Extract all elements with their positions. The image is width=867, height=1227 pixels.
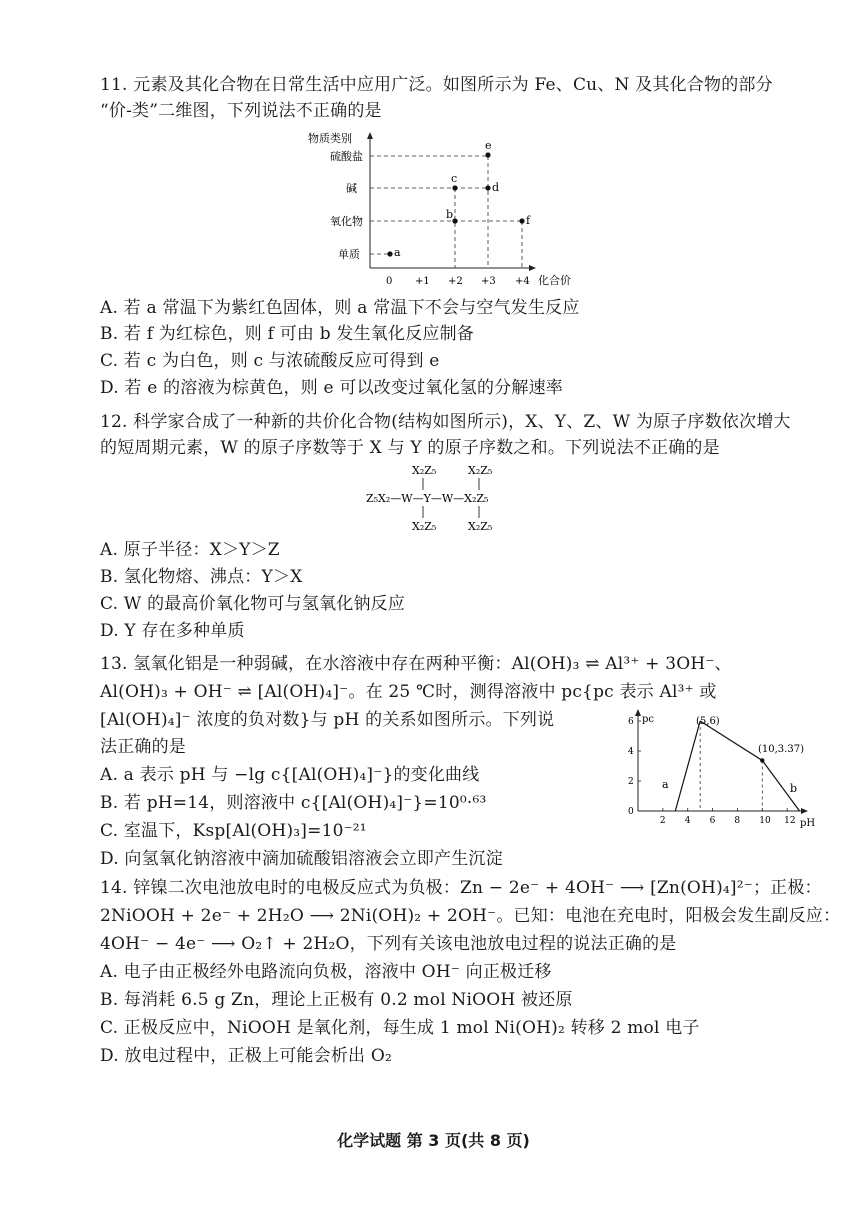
q11-option-b: B. 若 f 为红棕色，则 f 可由 b 发生氧化反应制备 <box>100 324 474 344</box>
pc-xtick-label-10: 10 <box>759 816 771 826</box>
q13-stem-line4: 法正确的是 <box>100 737 186 757</box>
struct-top-left: X₂Z₅ <box>412 464 437 477</box>
q13-option-b: B. 若 pH=14，则溶液中 c{[Al(OH)₄]⁻}=10⁰·⁶³ <box>100 793 487 813</box>
label-a: a <box>394 246 401 259</box>
pc-series-a <box>675 721 700 811</box>
pc-ytick-label-6: 6 <box>628 717 634 727</box>
point-d <box>485 185 490 190</box>
q14-stem-line1: 14. 锌镍二次电池放电时的电极反应式为负极：Zn − 2e⁻ + 4OH⁻ ⟶ [Zn(OH)₄]²⁻；正极： <box>100 878 822 898</box>
q14-option-a: A. 电子由正极经外电路流向负极，溶液中 OH⁻ 向正极迁移 <box>100 962 552 982</box>
pc-ytick-label-0: 0 <box>628 807 634 817</box>
point-f <box>519 218 524 223</box>
xlabel-2: +2 <box>448 276 463 287</box>
chart11-ytitle: 物质类别 <box>308 132 352 145</box>
q14-stem-line3: 4OH⁻ − 4e⁻ ⟶ O₂↑ + 2H₂O，下列有关该电池放电过程的说法正确的是 <box>100 934 677 954</box>
pc-xtick-label-12: 12 <box>784 816 796 826</box>
xlabel-1: +1 <box>415 276 430 287</box>
q13-option-a: A. a 表示 pH 与 −lg c{[Al(OH)₄]⁻}的变化曲线 <box>100 765 480 785</box>
label-c: c <box>451 172 458 185</box>
q14-option-c: C. 正极反应中，NiOOH 是氧化剂，每生成 1 mol Ni(OH)₂ 转移 2 mol 电子 <box>100 1018 700 1038</box>
pc-ytick-label-4: 4 <box>628 747 634 757</box>
xlabel-0: 0 <box>386 276 393 287</box>
q11-option-d: D. 若 e 的溶液为棕黄色，则 e 可以改变过氧化氢的分解速率 <box>100 378 563 398</box>
q11-valence-class-chart <box>300 128 590 290</box>
label-f: f <box>526 214 531 227</box>
point-a <box>387 251 392 256</box>
chart11-ylabel-sulfate: 硫酸盐 <box>330 150 363 163</box>
q13-pc-ph-chart <box>618 706 828 830</box>
q11-option-a: A. 若 a 常温下为紫红色固体，则 a 常温下不会与空气发生反应 <box>100 298 580 318</box>
pc-annotation-5-6: (5,6) <box>696 716 720 727</box>
q12-stem-line2: 的短周期元素，W 的原子序数等于 X 与 Y 的原子序数之和。下列说法不正确的是 <box>100 438 720 458</box>
point-e <box>485 152 490 157</box>
pc-xtick-label-4: 4 <box>684 816 691 826</box>
q11-option-c: C. 若 c 为白色，则 c 与浓硫酸反应可得到 e <box>100 351 440 371</box>
pc-point-10-337 <box>760 758 764 762</box>
pc-xtick-label-8: 8 <box>734 816 741 826</box>
q12-option-d: D. Y 存在多种单质 <box>100 621 245 641</box>
q14-option-d: D. 放电过程中，正极上可能会析出 O₂ <box>100 1046 392 1066</box>
chart11-ylabel-element: 单质 <box>338 248 360 261</box>
pc-series-label-b: b <box>790 782 798 795</box>
pc-xtick-label-6: 6 <box>709 816 716 826</box>
q12-option-b: B. 氢化物熔、沸点：Y＞X <box>100 567 303 587</box>
pc-ylabel: pc <box>642 714 655 725</box>
pc-ytick-label-2: 2 <box>628 777 634 787</box>
struct-bottom-left: X₂Z₅ <box>412 520 437 533</box>
q14-option-b: B. 每消耗 6.5 g Zn，理论上正极有 0.2 mol NiOOH 被还原 <box>100 990 573 1010</box>
chart11-ylabel-base: 碱 <box>346 182 357 195</box>
pc-series-label-a: a <box>662 778 669 791</box>
pc-axes <box>635 709 808 814</box>
q13-option-c: C. 室温下，Ksp[Al(OH)₃]=10⁻²¹ <box>100 821 367 841</box>
pc-xlabel: pH <box>800 818 816 829</box>
pc-xtick-label-2: 2 <box>659 816 666 826</box>
page-footer: 化学试题 第 3 页(共 8 页) <box>337 1131 530 1150</box>
point-b <box>452 218 457 223</box>
chart11-ylabel-oxide: 氧化物 <box>330 215 363 228</box>
q13-stem-line2: Al(OH)₃ + OH⁻ ⇌ [Al(OH)₄]⁻。在 25 ℃时，测得溶液中 pc{pc 表示 Al³⁺ 或 <box>100 682 717 702</box>
q11-stem-line2: “价-类”二维图，下列说法不正确的是 <box>100 101 382 121</box>
q13-stem-line3: [Al(OH)₄]⁻ 浓度的负对数}与 pH 的关系如图所示。下列说 <box>100 710 555 730</box>
struct-bottom-right: X₂Z₅ <box>468 520 493 533</box>
label-d: d <box>492 181 500 194</box>
q13-option-d: D. 向氢氧化钠溶液中滴加硫酸铝溶液会立即产生沉淀 <box>100 849 503 869</box>
q12-option-c: C. W 的最高价氧化物可与氢氧化钠反应 <box>100 594 406 614</box>
xlabel-3: +3 <box>481 276 496 287</box>
label-b: b <box>446 208 454 221</box>
q12-structure <box>360 460 560 536</box>
xlabel-4: +4 <box>515 276 530 287</box>
label-e: e <box>485 139 492 152</box>
q13-stem-line1: 13. 氢氧化铝是一种弱碱，在水溶液中存在两种平衡：Al(OH)₃ ⇌ Al³⁺ + 3OH⁻、 <box>100 654 732 674</box>
point-c <box>452 185 457 190</box>
struct-top-right: X₂Z₅ <box>468 464 493 477</box>
pc-annotation-10-337: (10,3.37) <box>758 744 804 755</box>
q12-stem-line1: 12. 科学家合成了一种新的共价化合物(结构如图所示)，X、Y、Z、W 为原子序数依次增大 <box>100 412 791 432</box>
pc-series-b <box>700 721 799 811</box>
q12-option-a: A. 原子半径：X＞Y＞Z <box>100 540 280 560</box>
q11-stem-line1: 11. 元素及其化合物在日常生活中应用广泛。如图所示为 Fe、Cu、N 及其化合物的部分 <box>100 75 773 95</box>
struct-middle: Z₅X₂—W—Y—W—X₂Z₅ <box>366 492 489 505</box>
chart11-xtitle: 化合价 <box>538 274 571 287</box>
q14-stem-line2: 2NiOOH + 2e⁻ + 2H₂O ⟶ 2Ni(OH)₂ + 2OH⁻。已知：电池在充电时，阳极会发生副反应： <box>100 906 841 926</box>
